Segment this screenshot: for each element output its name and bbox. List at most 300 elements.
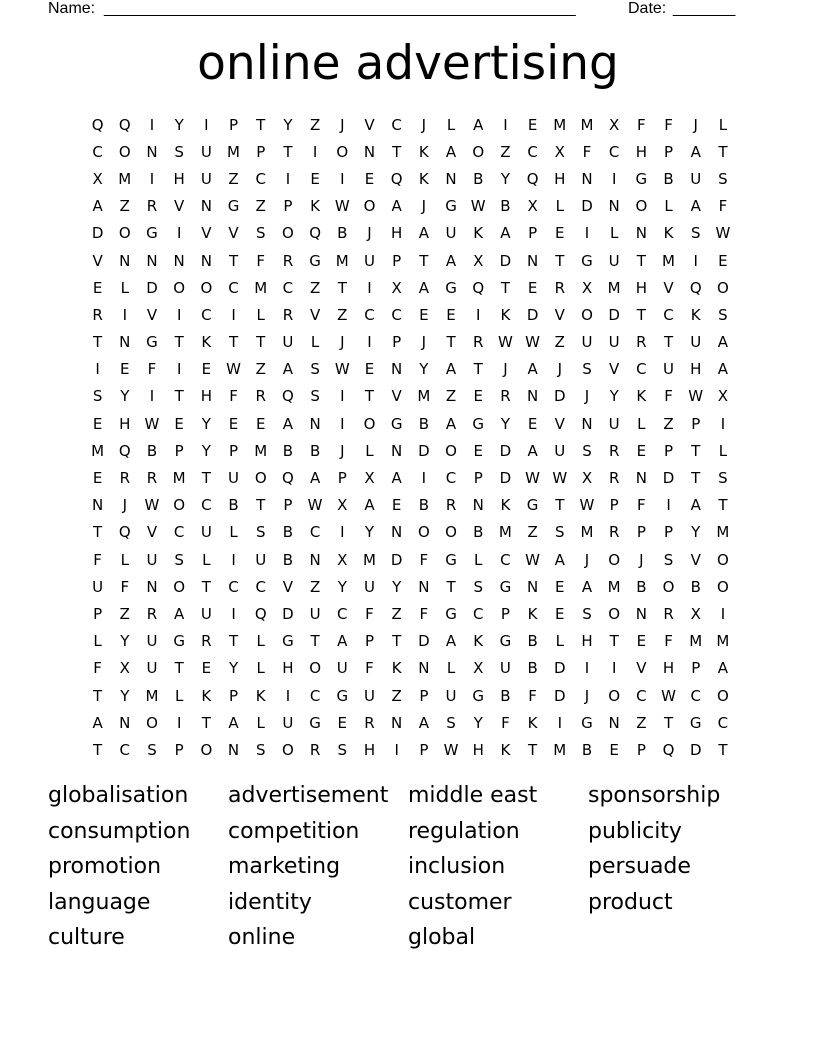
grid-cell: X <box>119 659 130 678</box>
word-list-item: advertisement <box>228 783 389 808</box>
grid-cell: M <box>607 577 621 596</box>
grid-cell: P <box>691 659 701 678</box>
grid-cell: E <box>473 441 483 460</box>
grid-cell: G <box>227 197 240 216</box>
grid-cell: E <box>201 360 212 379</box>
grid-cell: G <box>445 278 457 297</box>
grid-cell: Y <box>392 577 402 596</box>
grid-cell: S <box>718 305 728 324</box>
grid-cell: D <box>554 659 566 678</box>
grid-cell: D <box>418 441 430 460</box>
grid-cell: O <box>336 142 349 161</box>
grid-cell: X <box>337 550 348 569</box>
grid-cell: P <box>283 197 293 216</box>
grid-cell: S <box>92 387 103 406</box>
grid-cell: U <box>363 577 375 596</box>
grid-cell: L <box>446 115 456 134</box>
grid-cell: C <box>173 523 185 542</box>
grid-cell: R <box>282 251 294 270</box>
grid-cell: W <box>579 496 595 515</box>
grid-cell: D <box>581 197 593 216</box>
grid-cell: E <box>555 224 565 243</box>
grid-cell: D <box>662 469 675 488</box>
word-list-item: sponsorship <box>588 783 721 808</box>
grid-cell: D <box>499 469 512 488</box>
grid-cell: I <box>720 604 726 623</box>
grid-row <box>84 682 737 709</box>
grid-cell: H <box>690 360 702 379</box>
grid-cell: C <box>282 278 294 297</box>
grid-cell: T <box>392 142 402 161</box>
word-list-item: publicity <box>588 818 682 844</box>
grid-cell: M <box>716 632 730 651</box>
grid-cell: T <box>93 523 103 542</box>
grid-cell: N <box>391 713 403 732</box>
grid-cell: Q <box>390 169 403 188</box>
grid-cell: N <box>418 659 430 678</box>
grid-cell: G <box>146 224 158 243</box>
grid-cell: T <box>93 333 103 352</box>
grid-cell: I <box>285 686 291 705</box>
grid-cell: T <box>446 333 456 352</box>
grid-cell: S <box>582 441 592 460</box>
grid-cell: D <box>526 305 539 324</box>
grid-cell: J <box>367 224 372 243</box>
grid-cell: P <box>664 142 674 161</box>
grid-cell: F <box>664 115 673 134</box>
grid-cell: C <box>391 305 402 324</box>
grid-cell: J <box>584 686 590 705</box>
name-label: Name: <box>48 0 96 17</box>
grid-cell: V <box>201 224 212 243</box>
grid-cell: P <box>392 333 402 352</box>
grid-cell: I <box>340 387 345 406</box>
grid-cell: O <box>173 577 186 596</box>
grid-cell: H <box>635 142 647 161</box>
grid-cell: P <box>256 142 266 161</box>
grid-cell: E <box>92 414 103 433</box>
grid-cell: B <box>337 224 348 243</box>
grid-cell: A <box>364 496 375 515</box>
grid-cell: I <box>421 469 427 488</box>
grid-cell: J <box>340 441 345 460</box>
grid-cell: G <box>689 713 702 732</box>
grid-cell: T <box>473 360 483 379</box>
grid-cell: C <box>92 142 103 161</box>
grid-cell: O <box>717 278 729 297</box>
grid-cell: L <box>365 441 374 460</box>
grid-cell: O <box>608 550 621 569</box>
grid-cell: I <box>122 305 127 324</box>
grid-cell: X <box>717 387 729 406</box>
grid-cell: I <box>149 115 155 134</box>
grid-cell: L <box>555 632 564 651</box>
grid-cell: Y <box>609 387 619 406</box>
grid-cell: G <box>445 604 457 623</box>
grid-cell: S <box>473 577 483 596</box>
grid-cell: T <box>419 251 429 270</box>
grid-cell: G <box>581 713 593 732</box>
word-list-item: product <box>588 889 673 915</box>
grid-cell: S <box>147 740 157 759</box>
grid-cell: Z <box>119 604 130 623</box>
grid-cell: P <box>609 496 619 515</box>
grid-cell: Z <box>337 305 348 324</box>
grid-cell: P <box>229 441 239 460</box>
grid-cell: G <box>499 577 512 596</box>
grid-cell: U <box>663 360 675 379</box>
grid-cell: O <box>445 441 457 460</box>
grid-cell: I <box>312 142 318 161</box>
grid-cell: K <box>663 224 674 243</box>
grid-cell: L <box>256 659 265 678</box>
grid-cell: R <box>663 604 674 623</box>
grid-cell: G <box>390 414 403 433</box>
grid-cell: K <box>201 686 212 705</box>
grid-cell: N <box>227 740 240 759</box>
grid-cell: K <box>527 713 538 732</box>
grid-cell: S <box>718 469 728 488</box>
grid-cell: V <box>554 305 565 324</box>
grid-cell: L <box>256 632 265 651</box>
grid-cell: Q <box>118 523 131 542</box>
grid-cell: T <box>201 469 211 488</box>
grid-cell: W <box>715 224 731 243</box>
grid-cell: D <box>282 604 294 623</box>
grid-cell: V <box>636 659 647 678</box>
grid-cell: M <box>553 115 567 134</box>
grid-cell: E <box>473 387 483 406</box>
grid-cell: G <box>282 632 294 651</box>
grid-cell: T <box>691 469 701 488</box>
grid-cell: T <box>174 659 184 678</box>
grid-cell: D <box>146 278 158 297</box>
grid-cell: T <box>228 632 239 651</box>
grid-cell: R <box>500 387 511 406</box>
word-list-item: global <box>408 925 476 950</box>
grid-cell: O <box>118 224 131 243</box>
grid-cell: K <box>391 659 402 678</box>
grid-cell: O <box>363 197 376 216</box>
grid-cell: T <box>228 333 239 352</box>
grid-cell: I <box>476 305 481 324</box>
grid-cell: Y <box>419 360 429 379</box>
grid-cell: S <box>690 224 701 243</box>
grid-cell: G <box>309 251 321 270</box>
grid-cell: F <box>120 577 130 596</box>
grid-cell: C <box>228 577 239 596</box>
grid-cell: A <box>690 142 701 161</box>
grid-cell: N <box>635 224 647 243</box>
grid-cell: K <box>473 632 484 651</box>
grid-cell: B <box>581 740 593 759</box>
grid-cell: B <box>418 496 429 515</box>
word-list-item: online <box>228 925 296 950</box>
grid-cell: Q <box>118 441 131 460</box>
grid-cell: O <box>146 713 158 732</box>
grid-cell: C <box>527 142 538 161</box>
grid-cell: F <box>664 632 673 651</box>
grid-cell: T <box>256 333 266 352</box>
grid-cell: M <box>172 469 186 488</box>
grid-cell: B <box>473 169 484 188</box>
grid-cell: R <box>445 496 457 515</box>
grid-cell: A <box>554 550 565 569</box>
grid-cell: I <box>231 305 236 324</box>
grid-cell: P <box>337 469 347 488</box>
grid-cell: F <box>528 686 537 705</box>
grid-cell: V <box>690 550 701 569</box>
grid-row <box>84 193 737 220</box>
grid-cell: T <box>93 686 103 705</box>
grid-cell: Y <box>228 659 239 678</box>
date-label: Date: <box>628 0 667 17</box>
grid-cell: Y <box>283 115 293 134</box>
grid-cell: O <box>254 469 267 488</box>
grid-cell: Z <box>309 278 321 297</box>
grid-cell: N <box>119 333 131 352</box>
grid-cell: I <box>666 496 671 515</box>
grid-cell: V <box>663 278 674 297</box>
grid-cell: J <box>584 387 590 406</box>
grid-cell: U <box>690 333 702 352</box>
grid-cell: K <box>500 496 511 515</box>
grid-cell: H <box>119 414 131 433</box>
grid-cell: O <box>173 496 186 515</box>
grid-cell: T <box>528 740 538 759</box>
grid-cell: Z <box>663 414 674 433</box>
grid-cell: S <box>174 550 184 569</box>
grid-cell: S <box>255 224 266 243</box>
grid-cell: L <box>637 414 646 433</box>
grid-cell: T <box>663 333 674 352</box>
grid-cell: G <box>526 496 539 515</box>
grid-row <box>84 600 737 627</box>
grid-cell: E <box>636 632 647 651</box>
grid-cell: Z <box>445 387 457 406</box>
grid-cell: M <box>689 632 703 651</box>
grid-cell: U <box>146 632 158 651</box>
grid-cell: T <box>364 387 375 406</box>
grid-cell: E <box>255 414 266 433</box>
grid-cell: D <box>418 632 430 651</box>
grid-cell: T <box>392 632 402 651</box>
grid-cell: M <box>227 142 240 161</box>
grid-cell: L <box>718 441 728 460</box>
grid-cell: C <box>663 305 674 324</box>
grid-row <box>84 247 737 274</box>
grid-cell: C <box>636 686 647 705</box>
word-list-item: regulation <box>408 818 520 844</box>
grid-cell: Y <box>337 577 347 596</box>
grid-cell: U <box>309 604 321 623</box>
grid-cell: W <box>226 360 241 379</box>
grid-cell: U <box>608 333 620 352</box>
grid-cell: E <box>555 577 565 596</box>
grid-cell: U <box>282 333 294 352</box>
grid-cell: N <box>309 414 321 433</box>
grid-cell: E <box>92 278 103 297</box>
grid-cell: J <box>340 333 345 352</box>
grid-cell: A <box>337 632 348 651</box>
grid-cell: T <box>283 142 293 161</box>
grid-cell: R <box>608 523 620 542</box>
grid-row <box>84 329 737 356</box>
word-list-item: persuade <box>588 854 691 879</box>
grid-cell: A <box>445 142 457 161</box>
grid-cell: O <box>717 686 729 705</box>
word-list-item: customer <box>408 889 512 915</box>
grid-cell: W <box>144 414 160 433</box>
grid-cell: A <box>174 604 185 623</box>
grid-cell: B <box>282 523 294 542</box>
grid-cell: R <box>636 333 647 352</box>
grid-cell: O <box>363 414 376 433</box>
grid-cell: L <box>664 197 673 216</box>
grid-cell: O <box>282 740 294 759</box>
grid-cell: P <box>364 632 374 651</box>
grid-cell: C <box>255 577 266 596</box>
grid-row <box>84 165 737 192</box>
grid-cell: V <box>92 251 103 270</box>
grid-cell: B <box>527 632 538 651</box>
grid-row <box>84 220 737 247</box>
grid-cell: Z <box>636 713 647 732</box>
grid-cell: S <box>663 550 674 569</box>
grid-cell: X <box>554 142 565 161</box>
grid-cell: N <box>91 496 104 515</box>
word-list-item: competition <box>228 818 360 844</box>
grid-cell: D <box>554 387 566 406</box>
grid-cell: A <box>527 441 538 460</box>
grid-cell: C <box>309 523 321 542</box>
grid-cell: P <box>419 686 429 705</box>
grid-cell: O <box>200 278 213 297</box>
grid-cell: K <box>636 387 647 406</box>
grid-cell: E <box>446 305 456 324</box>
grid-row <box>84 383 737 410</box>
grid-cell: K <box>418 142 429 161</box>
grid-cell: J <box>421 333 427 352</box>
grid-cell: B <box>690 577 701 596</box>
grid-cell: X <box>581 469 593 488</box>
grid-cell: B <box>473 523 484 542</box>
grid-cell: O <box>635 197 648 216</box>
grid-cell: M <box>580 115 594 134</box>
grid-cell: F <box>501 713 510 732</box>
grid-cell: X <box>473 251 484 270</box>
grid-cell: K <box>255 686 266 705</box>
grid-cell: O <box>472 142 485 161</box>
grid-cell: F <box>419 550 429 569</box>
grid-cell: D <box>390 550 403 569</box>
grid-cell: A <box>445 414 457 433</box>
grid-cell: O <box>282 224 294 243</box>
grid-cell: H <box>363 740 376 759</box>
grid-cell: E <box>391 496 402 515</box>
grid-cell: N <box>581 169 593 188</box>
grid-cell: P <box>500 604 510 623</box>
grid-cell: U <box>255 550 267 569</box>
grid-cell: P <box>473 469 483 488</box>
grid-cell: O <box>662 577 675 596</box>
grid-cell: S <box>310 360 320 379</box>
grid-cell: T <box>256 115 266 134</box>
grid-cell: F <box>718 197 728 216</box>
grid-cell: E <box>174 414 184 433</box>
grid-cell: W <box>525 333 541 352</box>
grid-cell: V <box>228 224 239 243</box>
grid-cell: X <box>364 469 375 488</box>
grid-cell: U <box>363 686 375 705</box>
grid-cell: E <box>337 713 348 732</box>
grid-cell: Z <box>554 333 565 352</box>
grid-cell: N <box>173 251 185 270</box>
grid-cell: A <box>418 278 429 297</box>
grid-cell: A <box>717 360 729 379</box>
grid-cell: E <box>364 360 375 379</box>
grid-cell: U <box>336 659 348 678</box>
grid-cell: I <box>584 224 590 243</box>
grid-cell: P <box>636 523 646 542</box>
grid-cell: R <box>119 469 130 488</box>
grid-cell: R <box>146 604 158 623</box>
grid-cell: C <box>119 740 131 759</box>
grid-cell: I <box>176 224 182 243</box>
grid-cell: Q <box>689 278 702 297</box>
grid-cell: Q <box>282 387 294 406</box>
grid-cell: R <box>608 469 620 488</box>
grid-cell: F <box>582 142 592 161</box>
grid-cell: I <box>176 713 182 732</box>
grid-cell: C <box>228 278 239 297</box>
grid-cell: G <box>173 632 185 651</box>
grid-cell: Q <box>472 278 485 297</box>
grid-cell: T <box>718 142 728 161</box>
grid-cell: V <box>174 197 185 216</box>
grid-cell: X <box>337 496 348 515</box>
grid-cell: P <box>229 686 239 705</box>
grid-cell: F <box>365 604 374 623</box>
grid-cell: W <box>334 197 350 216</box>
grid-cell: I <box>231 604 236 623</box>
grid-cell: M <box>607 278 621 297</box>
grid-cell: G <box>472 414 485 433</box>
grid-cell: B <box>500 686 511 705</box>
grid-row <box>84 628 737 655</box>
grid-cell: C <box>309 686 321 705</box>
grid-cell: P <box>174 740 184 759</box>
grid-cell: G <box>336 686 349 705</box>
grid-cell: T <box>636 305 646 324</box>
grid-cell: Z <box>309 577 321 596</box>
grid-cell: Q <box>526 169 539 188</box>
grid-row <box>84 573 737 600</box>
grid-cell: Z <box>391 604 402 623</box>
grid-cell: L <box>256 305 265 324</box>
grid-cell: L <box>446 659 456 678</box>
grid-cell: I <box>367 278 372 297</box>
grid-cell: J <box>584 550 590 569</box>
grid-cell: J <box>421 197 427 216</box>
grid-cell: U <box>146 659 158 678</box>
grid-cell: I <box>95 360 100 379</box>
grid-cell: I <box>340 523 345 542</box>
grid-cell: U <box>608 414 620 433</box>
grid-cell: T <box>201 577 211 596</box>
grid-cell: T <box>337 278 347 297</box>
grid-cell: N <box>119 713 131 732</box>
